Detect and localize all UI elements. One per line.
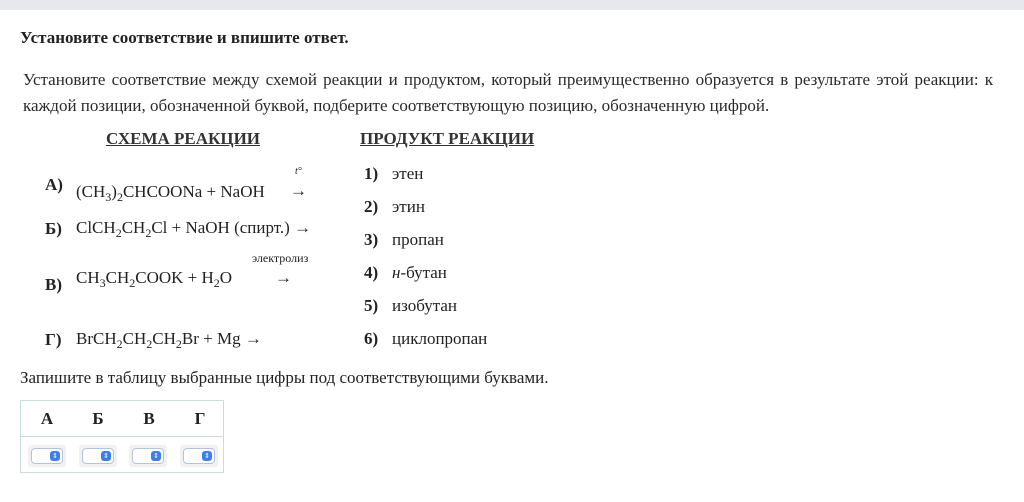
product-number: 5) (364, 296, 379, 315)
updown-chevron-icon[interactable]: ⇕ (50, 451, 60, 461)
reaction-letter-v: В) (45, 275, 62, 294)
product-name: этин (392, 197, 425, 216)
product-name: циклопропан (392, 329, 488, 348)
scheme-column-header: СХЕМА РЕАКЦИИ (106, 129, 261, 148)
reaction-letter-b: Б) (45, 219, 62, 238)
answer-table (20, 400, 224, 473)
reaction-arrow-a: → (290, 181, 307, 200)
task-instruction: Установите соответствие между схемой реакции и продуктом, который преимущественно образуется в результате этой реакции: к каждой позиции, обозначенной буквой, подберите соответствующую позицию, обозначенную цифрой. (23, 70, 993, 115)
product-name: пропан (392, 230, 444, 249)
select-field[interactable] (183, 448, 215, 464)
select-field[interactable] (132, 448, 164, 464)
top-bar (0, 0, 1024, 10)
reaction-formula-a: $(CH_3)_2CHCOONa$ + NaOH (76, 182, 265, 204)
product-number: 6) (364, 329, 379, 348)
reaction-arrow-v: → (275, 268, 292, 287)
product-number: 1) (364, 164, 379, 183)
product-column-header: ПРОДУКТ РЕАКЦИИ (360, 129, 535, 148)
reaction-letter-g: Г) (45, 330, 62, 349)
answer-select-g[interactable] (180, 445, 218, 467)
reaction-formula-b: $ClCH_2CH_2Cl$ + NaOH (спирт.) → (76, 218, 312, 240)
answer-select-b[interactable] (79, 445, 117, 467)
answer-select-a[interactable] (28, 445, 66, 467)
product-number: 3) (364, 230, 379, 249)
answer-table-caption: Запишите в таблицу выбранные цифры под соответствующими буквами. (20, 368, 549, 387)
product-number: 4) (364, 263, 379, 282)
reaction-formula-g: $BrCH_2CH_2CH_2Br + Mg$ → (76, 329, 262, 351)
updown-chevron-icon[interactable]: ⇕ (101, 451, 111, 461)
select-field[interactable] (31, 448, 63, 464)
reaction-formula-v: $CH_3CH_2COOK + H_2O$ (76, 268, 233, 290)
reaction-condition-a: t° (295, 166, 302, 177)
updown-chevron-icon[interactable]: ⇕ (202, 451, 212, 461)
answer-column-header: А (40, 409, 54, 428)
reaction-condition-v: электролиз (252, 251, 309, 265)
product-name: изобутан (392, 296, 457, 315)
answer-select-v[interactable] (129, 445, 167, 467)
answer-column-header: Б (92, 409, 104, 428)
updown-chevron-icon[interactable]: ⇕ (151, 451, 161, 461)
select-field[interactable] (82, 448, 114, 464)
product-number: 2) (364, 197, 379, 216)
answer-column-header: Г (194, 409, 206, 428)
table-divider (21, 436, 223, 437)
reaction-letter-a: А) (45, 175, 63, 194)
product-name: этен (392, 164, 424, 183)
task-heading: Установите соответствие и впишите ответ. (20, 28, 349, 47)
answer-column-header: В (143, 409, 155, 428)
product-name: н-бутан (392, 263, 447, 282)
